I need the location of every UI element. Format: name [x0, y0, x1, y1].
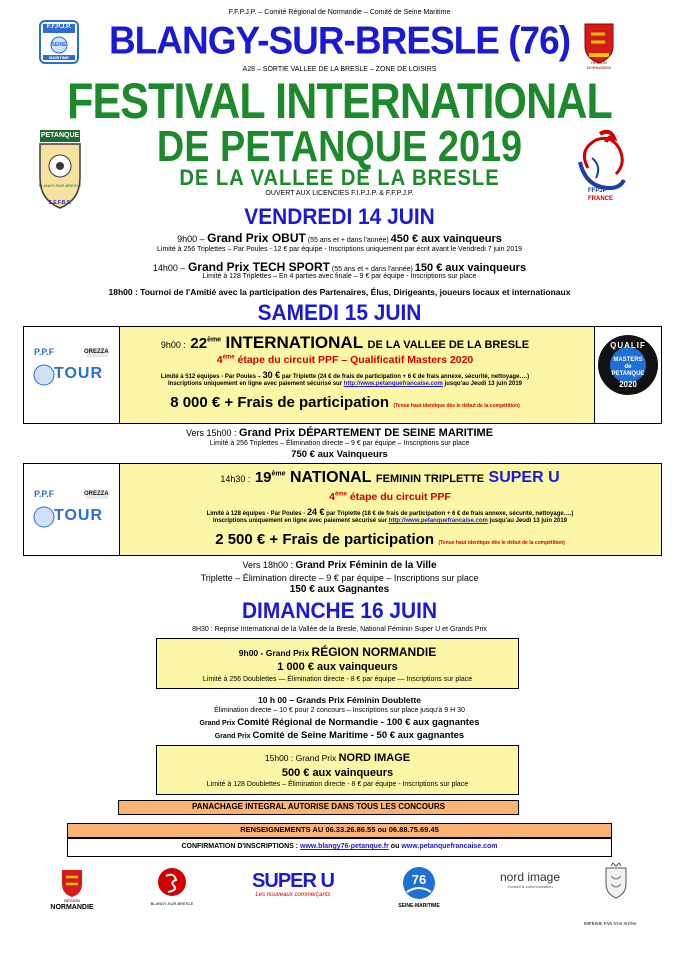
obut-line	[0, 231, 679, 245]
intl-note: (Tenue haut identique dès le début de la compétition)	[393, 403, 520, 409]
intl-online-line	[122, 381, 568, 387]
csm-name: Comité de Seine Maritime - 50 € aux gagnantes	[252, 730, 465, 741]
blangy-link[interactable]: www.blangy76-petanque.fr	[300, 843, 389, 850]
obut-prize: 450 € aux vainqueurs	[390, 233, 502, 245]
renseignements-text: RENSEIGNEMENTS AU 06.33.26.86.55 ou 06.88.75.69.45	[240, 825, 439, 834]
nat-limit-line	[122, 507, 658, 517]
intl-title-line	[122, 333, 568, 353]
obut-detail: Limité à 256 Triplettes – Par Poules - 12 € par équipe - Inscriptions uniquement par écrit avant le Vendredi 7 juin 2019	[157, 246, 522, 253]
nat-limit-b: par Triplette (18 € de frais de participation + 6 € de frais annexe, sécurité, nettoyage….)	[324, 511, 574, 517]
ffpjp-top-label: F.F.P.J.P.	[46, 24, 72, 30]
dimanche-title: DIMANCHE 16 JUIN	[241, 598, 438, 623]
obut-name: Grand Prix OBUT	[207, 231, 306, 245]
departement-line	[0, 427, 679, 439]
tech-name: Grand Prix TECH SPORT	[187, 260, 330, 274]
intl-time: 9h00 :	[160, 340, 186, 350]
nat-step-num: 4	[329, 491, 335, 503]
ppf-tour-logo	[30, 345, 112, 401]
norm-detail: Limité à 256 Doublettes — Élimination directe - 8 € par équipe — Inscriptions sur place	[202, 676, 473, 683]
reprise-line: 8H30 : Reprise International de la Vallée de la Bresle, National Féminin Super U et Grands Prix	[192, 626, 487, 633]
nat-step-line	[122, 491, 658, 503]
org-line: F.F.P.J.P. – Comité Régional de Normandie – Comité de Seine Maritime	[228, 9, 451, 16]
nord-image-logo	[492, 870, 568, 896]
intl-sup: ème	[207, 336, 222, 344]
superu-logo	[250, 870, 336, 904]
samedi-title: SAMEDI 15 JUIN	[257, 300, 422, 325]
ni-detail: Limité à 128 Doublettes – Élimination directe - 8 € par équipe - Inscriptions sur place	[206, 781, 469, 788]
tech-line	[0, 260, 679, 274]
intl-suffix: DE LA VALLEE DE LA BRESLE	[367, 339, 530, 351]
intl-step: étape du circuit PPF – Qualificatif Masters 2020	[237, 354, 474, 366]
dep-time: Vers 15h00 :	[185, 428, 239, 438]
norm-line	[156, 645, 519, 659]
blangy-sponsor-logo	[147, 866, 197, 910]
nat-price: 24 €	[306, 507, 325, 517]
fem-prize: 150 € aux Gagnantes	[289, 584, 390, 595]
ffpjp-maritime-label: MARITIME	[49, 55, 69, 60]
fem-ville-line	[0, 560, 679, 571]
nat-feminin: FEMININ TRIPLETTE	[375, 473, 485, 485]
dep-detail: Limité à 256 Triplettes – Élimination directe – 9 € par équipe – Inscriptions sur place	[209, 440, 470, 447]
masters-qualif-logo	[597, 334, 659, 396]
nat-prize-line	[122, 531, 658, 549]
club-label: BLANGY-SUR-BRESLE	[38, 183, 82, 188]
fem-name: Grand Prix Féminin de la Ville	[295, 560, 437, 571]
confirmation-line	[67, 843, 612, 850]
nat-prize: 2 500 € + Frais de participation	[215, 531, 435, 548]
qualif-label: QUALIF	[610, 341, 646, 350]
coat-of-arms-icon	[603, 862, 629, 900]
tech-detail: Limité à 128 Triplettes – En 4 parties avec finale – 9 € par équipe - Inscriptions sur place	[202, 273, 477, 280]
france-label: FRANCE	[588, 196, 613, 202]
normandie-sponsor-logo	[50, 868, 94, 916]
seine-label: SEINE-MARITIME	[398, 903, 440, 909]
tech-time: 14h00 –	[152, 263, 188, 273]
normandie-sponsor-top: RÉGION	[64, 898, 80, 903]
fem-detail: Triplette – Élimination directe – 9 € par équipe – Inscriptions sur place	[200, 573, 479, 583]
petanque-title: DE PETANQUE 2019	[156, 122, 523, 171]
tech-prize: 150 € aux vainqueurs	[414, 262, 527, 274]
petanque-club-badge	[38, 128, 82, 210]
nat-time: 14h30 :	[220, 474, 251, 484]
open-to-line: OUVERT AUX LICENCIES F.I.P.J.P. & F.F.P.J.P.	[265, 190, 414, 197]
intl-price: 30 €	[262, 370, 281, 380]
superu-label: SUPER U	[252, 870, 334, 892]
intl-online-link[interactable]: http://www.petanquefrancaise.com	[343, 381, 443, 387]
fem-time: Vers 18h00 :	[242, 560, 296, 570]
crn-gp: Grand Prix	[199, 720, 238, 727]
intl-name: INTERNATIONAL	[225, 333, 364, 352]
norm-name: RÉGION NORMANDIE	[311, 645, 437, 659]
intl-prize: 8 000 € + Frais de participation	[170, 394, 390, 411]
ppf-label: P.P.F	[34, 347, 55, 357]
superu-tag: Les nouveaux commerçants	[255, 892, 331, 898]
imprime-label: IMPRIME PAR NOS SOINS	[583, 921, 637, 926]
dep-prize: 750 € aux Vainqueurs	[291, 449, 388, 460]
petanque-badge-label: PETANQUE	[40, 132, 80, 139]
vallee-title: DE LA VALLEE DE LA BRESLE	[179, 165, 500, 190]
nord-image-label: nord image	[499, 870, 561, 884]
access-line: A28 – SORTIE VALLEE DE LA BRESLE – ZONE DE LOISIRS	[242, 66, 437, 73]
intl-step-sup: ème	[222, 354, 235, 361]
nat-title-line	[122, 469, 658, 487]
nat-step-sup: ème	[334, 491, 347, 498]
intl-limit-a: Limité à 512 équipes - Par Poules –	[160, 374, 263, 380]
csm-gp: Grand Prix	[214, 733, 253, 740]
orezza-label-2: OREZZA	[84, 491, 109, 497]
ni-time: 15h00 : Grand Prix	[264, 753, 339, 763]
normandie-region-label: RÉGION NORMANDIE	[586, 60, 612, 70]
ffpjp-seine-label: SEINE	[51, 42, 67, 48]
sefbs-label: S.E.F.B.S.	[48, 200, 72, 206]
fem-doub-title: 10 h 00 – Grands Prix Féminin Doublette	[258, 695, 421, 705]
nord-image-tag: Conseil & communication	[507, 884, 553, 889]
tour-label: TOUR	[54, 365, 104, 382]
city-title: BLANGY-SUR-BRESLE (76)	[108, 18, 571, 62]
crn-line	[0, 717, 679, 728]
obut-age: (55 ans et + dans l'année)	[305, 237, 391, 244]
nat-sup: ème	[271, 470, 286, 478]
festival-title: FESTIVAL INTERNATIONAL	[67, 73, 612, 129]
tech-age: (55 ans et + dans l'année)	[329, 266, 415, 273]
seine-num: 76	[411, 872, 427, 887]
ffpjp-seine-logo	[39, 20, 79, 64]
blangy-sponsor-label: BLANGY-SUR-BRESLE	[150, 901, 194, 906]
intl-online-b: jusqu'au Jeudi 13 juin 2019	[442, 381, 522, 387]
intl-prize-line	[122, 394, 568, 412]
nat-limit-a: Limité à 128 équipes - Par Poules -	[206, 511, 307, 517]
tour-label-2: TOUR	[54, 507, 104, 524]
orezza-label: OREZZA	[84, 349, 109, 355]
intl-limit-b: par Triplette (24 € de frais de participation + 6 € de frais annexe, sécurité, nettoyage….)	[280, 374, 530, 380]
nat-sponsor: SUPER U	[488, 469, 560, 486]
petanquefrancaise-link[interactable]: www.petanquefrancaise.com	[401, 843, 498, 850]
masters-label: MASTERS de PETANQUE	[611, 357, 645, 377]
norm-prize: 1 000 € aux vainqueurs	[277, 661, 398, 673]
ni-prize: 500 € aux vainqueurs	[281, 767, 394, 779]
amitie-line: 18h00 : Tournoi de l'Amitié avec la participation des Partenaires, Élus, Dirigeants, joueurs locaux et internationaux	[108, 287, 571, 297]
panachage-text: PANACHAGE INTEGRAL AUTORISE DANS TOUS LES CONCOURS	[192, 802, 445, 811]
dep-name: Grand Prix DÉPARTEMENT DE SEINE MARITIME	[238, 427, 494, 439]
nat-online-line	[122, 518, 658, 524]
normandie-shield-logo	[583, 22, 615, 70]
intl-step-line	[122, 354, 568, 366]
nat-step: étape du circuit PPF	[349, 491, 451, 503]
obut-time: 9h00 –	[177, 234, 208, 244]
nat-online-b: jusqu'au Jeudi 13 juin 2019	[487, 518, 567, 524]
intl-online-a: Inscriptions uniquement en ligne avec paiement sécurisé sur	[168, 381, 344, 387]
ppf-tour-logo-2	[30, 487, 112, 543]
nat-num: 19	[254, 469, 272, 486]
normandie-sponsor-label: NORMANDIE	[50, 904, 94, 911]
confirmation-ou: ou	[388, 843, 402, 850]
norm-time: 9h00 - Grand Prix	[238, 648, 312, 658]
intl-limit-line	[122, 370, 568, 380]
csm-line	[0, 730, 679, 741]
masters-year: 2020	[619, 380, 637, 389]
ppf-label-2: P.P.F	[34, 489, 55, 499]
seine-maritime-logo	[394, 866, 444, 916]
crn-name: Comité Régional de Normandie - 100 € aux gagnantes	[237, 717, 480, 728]
nat-note: (Tenue haut identique dès le début de la compétition)	[438, 540, 565, 546]
ffpjp-france-logo	[570, 128, 628, 206]
ni-name: NORD IMAGE	[338, 752, 411, 764]
nat-name: NATIONAL	[289, 469, 372, 486]
nat-online-link[interactable]: http://www.petanquefrancaise.com	[388, 518, 488, 524]
confirmation-label: CONFIRMATION D'INSCRIPTIONS :	[181, 843, 301, 850]
ffpjp-france-label: FFPJP	[588, 188, 607, 194]
intl-step-num: 4	[216, 354, 223, 366]
ni-line	[156, 752, 519, 764]
vendredi-title: VENDREDI 14 JUIN	[244, 204, 435, 229]
nat-online-a: Inscriptions uniquement en ligne avec paiement sécurisé sur	[213, 518, 389, 524]
intl-num: 22	[190, 335, 208, 352]
fem-doub-detail: Élimination directe – 10 € pour 2 concours – Inscriptions sur place jusqu'à 9 H 30	[214, 707, 465, 714]
